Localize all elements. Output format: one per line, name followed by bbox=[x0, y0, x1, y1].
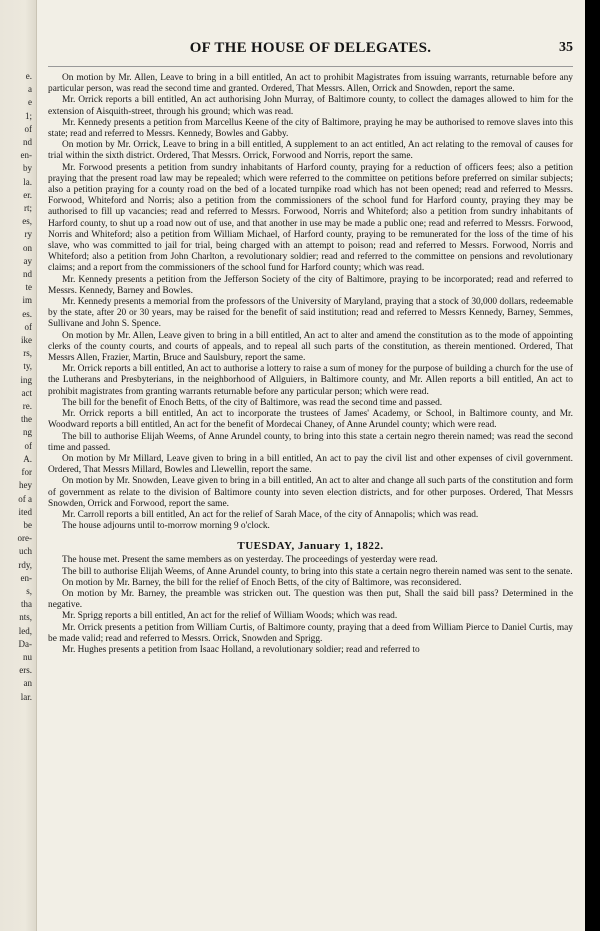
margin-fragment: a bbox=[28, 84, 32, 95]
margin-fragment: er. bbox=[23, 189, 32, 200]
margin-fragment: nts, bbox=[19, 612, 32, 623]
paragraph: On motion by Mr. Barney, the bill for the relief of Enoch Betts, of the city of Baltimore, was reconsidered. bbox=[62, 577, 462, 588]
margin-fragment: of a bbox=[18, 493, 32, 504]
margin-fragment: rs, bbox=[23, 348, 32, 359]
paragraph: On motion by Mr. Snowden, Leave given to bring in a bill entitled, An act to alter and change all such parts of the constitution and form of government as relate to the division of Baltimore county into seven election districts, and for other purposes. Ordered, That Messrs Snowden, Orrick and Forwood, report the same. bbox=[48, 476, 573, 509]
margin-fragment: re. bbox=[22, 401, 32, 412]
margin-fragment: of bbox=[24, 123, 32, 134]
facing-page-fragments bbox=[2, 70, 32, 704]
paragraph: On motion by Mr. Orrick, Leave to bring in a bill entitled, A supplement to an act entitled, An act relating to the removal of causes for trial within the sixth district. Ordered, That Messrs. Orrick, Forwood and Norris, report the same. bbox=[48, 140, 573, 162]
paragraph: On motion by Mr. Barney, the preamble was stricken out. The question was then put, Shall the said bill pass? Determined in the negative. bbox=[48, 588, 573, 611]
paragraph: Mr. Kennedy presents a petition from the Jefferson Society of the city of Baltimore, praying to be incorporated; read and referred to Messrs. Kennedy, Barney and Bowles. bbox=[48, 274, 573, 296]
margin-fragment: es, bbox=[22, 216, 32, 227]
margin-fragment: en- bbox=[20, 150, 32, 161]
paragraph: Mr. Kennedy presents a memorial from the professors of the University of Maryland, praying that a stock of 30,000 dollars, redeemable by the state, after 20 or 30 years, may be raised for the benefit of said institution; read and referred to Messrs Kennedy, Barney, Semmes, Sullivane and John S. Spence. bbox=[48, 297, 573, 330]
facing-page-edge bbox=[0, 0, 37, 931]
paragraph: The bill for the benefit of Enoch Betts, of the city of Baltimore, was read the second time and passed. bbox=[62, 397, 443, 408]
margin-fragment: for bbox=[21, 467, 32, 478]
paragraph: On motion by Mr Millard, Leave given to bring in a bill entitled, An act to pay the civil list and other expenses of civil government. Ordered, That Messrs Millard, Bowles and Llewellin, report the same. bbox=[48, 453, 573, 476]
running-title: OF THE HOUSE OF DELEGATES. bbox=[189, 40, 432, 56]
margin-fragment: 1; bbox=[24, 110, 32, 121]
margin-fragment: ng bbox=[23, 427, 32, 438]
margin-fragment: nd bbox=[23, 137, 32, 148]
margin-fragment: act bbox=[21, 387, 32, 398]
margin-fragment: ty, bbox=[23, 361, 32, 372]
margin-fragment: ay bbox=[23, 255, 32, 266]
page-content bbox=[48, 40, 573, 656]
margin-fragment: ike bbox=[21, 335, 32, 346]
margin-fragment: of bbox=[24, 321, 32, 332]
proceedings-day-2 bbox=[48, 555, 573, 656]
paragraph: Mr. Hughes presents a petition from Isaac Holland, a revolutionary soldier; read and referred to bbox=[62, 644, 420, 655]
margin-fragment: ers. bbox=[19, 665, 32, 676]
paragraph: Mr. Orrick reports a bill entitled, An act to incorporate the trustees of James' Academy, or School, in Baltimore county, and Mr. Woodward reports a bill entitled, An act for the benefit of Mordecai Chaney, of Anne Arundel county; which were read. bbox=[48, 409, 573, 431]
paragraph: Mr. Carroll reports a bill entitled, An act for the relief of Sarah Mace, of the city of Annapolis; which was read. bbox=[62, 509, 479, 520]
margin-fragment: led, bbox=[18, 625, 32, 636]
paragraph: Mr. Orrick reports a bill entitled, An act to authorise a lottery to raise a sum of money for the purpose of building a church for the use of the Lutherans and Presbyterians, in the neighborhood of Allguiers, in Baltimore county, and Mr. Allen reports a bill entitled, An act to prohibit magistrates from granting warrants returnable before any particular person; which were read. bbox=[48, 364, 573, 397]
paragraph: The bill to authorise Elijah Weems, of Anne Arundel county, to bring into this state a certain negro therein named was sent to the senate. bbox=[62, 566, 573, 577]
date-heading: TUESDAY, January 1, 1822. bbox=[237, 540, 384, 553]
margin-fragment: Da- bbox=[18, 638, 32, 649]
paragraph: On motion by Mr. Allen, Leave to bring in a bill entitled, An act to prohibit Magistrates from issuing warrants, returnable before any particular person, was read the second time and granted. Ordered, That Messrs. Allen, Orrick and Snowden, report the same. bbox=[48, 73, 573, 95]
margin-fragment: e. bbox=[25, 71, 32, 81]
margin-fragment: la. bbox=[23, 176, 32, 187]
paragraph: Mr. Forwood presents a petition from sundry inhabitants of Harford county, praying for a reduction of officers fees; also a petition praying that the present road law may be repealed; which were referred to the committee on petitions before preferred on similar subjects; also a petition praying for a county road on the bed of a located turnpike road which has not been opened; read and referred to Messrs. Forwood, Whiteford and Norris; also a petition from the commissioners of the school fund for Harford county, praying they may be authorised to fill up vacancies; read and referred to Messrs. Forwood, Norris and Whiteford; also a petition from sundry inhabitants of Harford county, to shut up a road now out of use, and that another in use may be made a public one; read and referred to Messrs. Forwood, Norris and Whiteford; also a petition from William Michael, of Harford county, praying to be remunerated for the loss of the time of his slave, who was committed to jail for trial, being charged with an attempt to poison; read and referred to Messrs. Forwood, Norris and Whiteford; also a petition from John Charlton, a revolutionary soldier; read and referred to the committee on pensions and revolutionary claims; and a report from the commissioners of the school fund for Harford county; which was read. bbox=[48, 162, 573, 274]
margin-fragment: te bbox=[25, 282, 32, 293]
margin-fragment: im bbox=[22, 295, 32, 306]
margin-fragment: ing bbox=[20, 374, 32, 385]
paragraph: Mr. Orrick presents a petition from William Curtis, of Baltimore county, praying that a deed from William Pierce to Daniel Curtis, may be made valid; read and referred to Messrs. Orrick, Snowden and Sprigg. bbox=[48, 622, 573, 644]
paragraph: The house met. Present the same members as on yesterday. The proceedings of yesterday were read. bbox=[62, 555, 438, 566]
margin-fragment: nd bbox=[23, 269, 32, 280]
paragraph: Mr. Orrick reports a bill entitled, An act authorising John Murray, of Baltimore county, to collect the damages allowed to him for the extension of Aisquith-street, through his ground; which was read. bbox=[48, 95, 573, 117]
margin-fragment: on bbox=[23, 242, 32, 253]
margin-fragment: e bbox=[28, 97, 32, 108]
margin-fragment: tha bbox=[21, 599, 32, 610]
running-head bbox=[48, 40, 573, 67]
margin-fragment: lar. bbox=[20, 691, 32, 702]
paragraph: The bill to authorise Elijah Weems, of Anne Arundel county, to bring into this state a certain negro therein named; was read the second time and passed. bbox=[48, 431, 573, 453]
margin-fragment: nu bbox=[23, 651, 32, 662]
margin-fragment: an bbox=[23, 678, 32, 689]
margin-fragment: en- bbox=[20, 572, 32, 583]
page-number: 35 bbox=[559, 40, 573, 55]
margin-fragment: rt; bbox=[24, 203, 32, 214]
margin-fragment: hey bbox=[19, 480, 32, 491]
paragraph: The house adjourns until to-morrow morning 9 o'clock. bbox=[62, 521, 270, 532]
margin-fragment: by bbox=[23, 163, 32, 174]
margin-fragment: es. bbox=[22, 308, 32, 319]
margin-fragment: the bbox=[21, 414, 32, 425]
paragraph: Mr. Sprigg reports a bill entitled, An act for the relief of William Woods; which was read. bbox=[62, 611, 398, 622]
margin-fragment: s, bbox=[26, 585, 32, 596]
margin-fragment: uch bbox=[19, 546, 32, 557]
proceedings-day-1 bbox=[48, 73, 573, 532]
margin-fragment: ore- bbox=[17, 533, 32, 544]
margin-fragment: ry bbox=[24, 229, 32, 240]
margin-fragment: ited bbox=[18, 506, 32, 517]
paragraph: On motion by Mr. Allen, Leave given to bring in a bill entitled, An act to alter and amend the constitution as to the mode of appointing clerks of the county courts, and courts of appeals, and to repeal all such parts of the constitution, as therein mentioned. Ordered, That Messrs Allen, Frazier, Martin, Bruce and Saulsbury, report the same. bbox=[48, 330, 573, 364]
margin-fragment: A. bbox=[23, 453, 32, 464]
margin-fragment: be bbox=[23, 519, 32, 530]
margin-fragment: rdy, bbox=[18, 559, 32, 570]
margin-fragment: of bbox=[24, 440, 32, 451]
paragraph: Mr. Kennedy presents a petition from Marcellus Keene of the city of Baltimore, praying he may be authorised to remove slaves into this state; read and referred to Messrs. Kennedy, Bowles and Gabby. bbox=[48, 117, 573, 140]
